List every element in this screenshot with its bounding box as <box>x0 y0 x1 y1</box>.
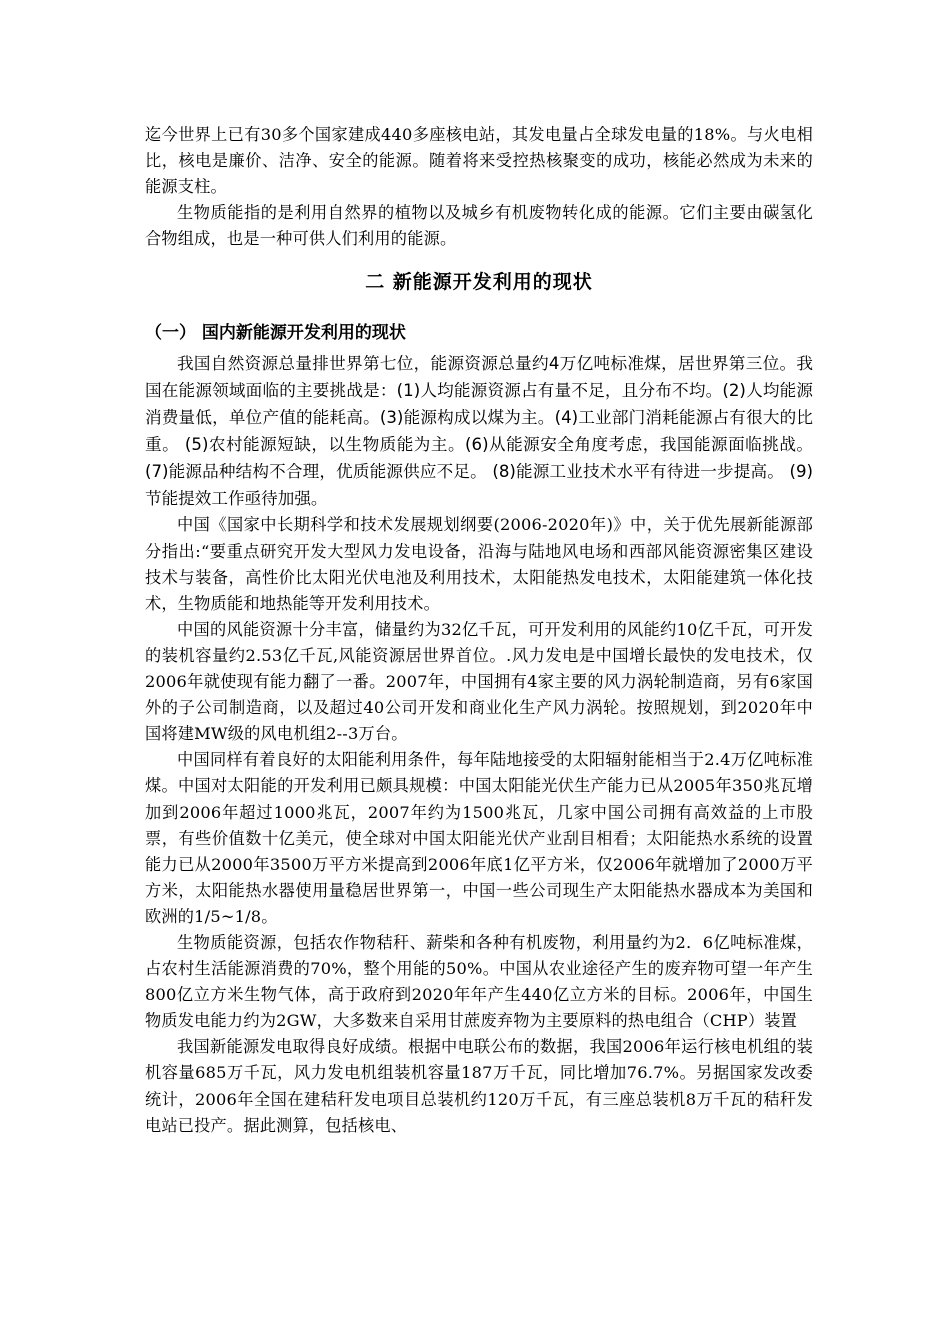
challenges-paragraph: 我国自然资源总量排世界第七位，能源资源总量约4万亿吨标准煤，居世界第三位。我国在能源领域面临的主要挑战是：(1)人均能源资源占有量不足，且分布不均。(2)人均能源消费量低，单位产值的能耗高。(3)能源构成以煤为主。(4)工业部门消耗能源占有很大的比重。 (5)农村能源短缺，以生物质能为主。(6)从能源安全角度考虑，我国能源面临挑战。 (7)能源品种结构不合理，优质能源供应不足。 (8)能源工业技术水平有待进一步提高。 (9)节能提效工作亟待加强。 <box>145 354 813 509</box>
intro-continuation-paragraph: 迄今世界上已有30多个国家建成440多座核电站，其发电量占全球发电量的18%。与火电相比，核电是廉价、洁净、安全的能源。随着将来受控热核聚变的成功，核能必然成为未来的能源支柱。 <box>145 125 813 197</box>
section-title: 二 新能源开发利用的现状 <box>365 271 593 294</box>
plan-paragraph: 中国《国家中长期科学和技术发展规划纲要(2006-2020年)》中，关于优先展新能源部分指出:“要重点研究开发大型风力发电设备，沿海与陆地风电场和西部风能资源密集区建设技术与装备，高性价比太阳光伏电池及利用技术，太阳能热发电技术，太阳能建筑一体化技术，生物质能和地热能等开发利用技术。 <box>145 515 813 613</box>
solar-paragraph: 中国同样有着良好的太阳能利用条件，每年陆地接受的太阳辐射能相当于2.4万亿吨标准煤。中国对太阳能的开发利用已颇具规模：中国太阳能光伏生产能力已从2005年350兆瓦增加到2006年超过1000兆瓦，2007年约为1500兆瓦，几家中国公司拥有高效益的上市股票，有些价值数十亿美元，使全球对中国太阳能光伏产业刮目相看；太阳能热水系统的设置能力已从2000年3500万平方米提高到2006年底1亿平方米，仅2006年就增加了2000万平方米，太阳能热水器使用量稳居世界第一，中国一些公司现生产太阳能热水器成本为美国和欧洲的1/5~1/8。 <box>145 750 813 926</box>
document-page <box>145 122 813 1139</box>
biomass-paragraph: 生物质能资源，包括农作物秸秆、薪柴和各种有机废物，利用量约为2．6亿吨标准煤，占农村生活能源消费的70%，整个用能的50%。中国从农业途径产生的废弃物可望一年产生800亿立方米生物气体，高于政府到2020年年产生440亿立方米的目标。2006年，中国生物质发电能力约为2GW，大多数来自采用甘蔗废弃物为主要原料的热电组合（CHP）装置 <box>145 932 813 1031</box>
biomass-definition-paragraph: 生物质能指的是利用自然界的植物以及城乡有机废物转化成的能源。它们主要由碳氢化合物组成，也是一种可供人们利用的能源。 <box>145 203 813 249</box>
subsection-title: （一） 国内新能源开发利用的现状 <box>145 323 406 344</box>
wind-paragraph: 中国的风能资源十分丰富，储量约为32亿千瓦，可开发利用的风能约10亿千瓦，可开发的装机容量约2.53亿千瓦,风能资源居世界首位。.风力发电是中国增长最快的发电技术，仅2006年就使现有能力翻了一番。2007年，中国拥有4家主要的风力涡轮制造商，另有6家国外的子公司制造商，以及超过40公司开发和商业化生产风力涡轮。按照规划，到2020年中国将建MW级的风电机组2--3万台。 <box>145 619 813 744</box>
achievements-paragraph: 我国新能源发电取得良好成绩。根据中电联公布的数据，我国2006年运行核电机组的装机容量685万千瓦，风力发电机组装机容量187万千瓦，同比增加76.7%。另据国家发改委统计，2006年全国在建秸秆发电项目总装机约120万千瓦，有三座总装机8万千瓦的秸秆发电站已投产。据此测算，包括核电、 <box>145 1037 813 1135</box>
